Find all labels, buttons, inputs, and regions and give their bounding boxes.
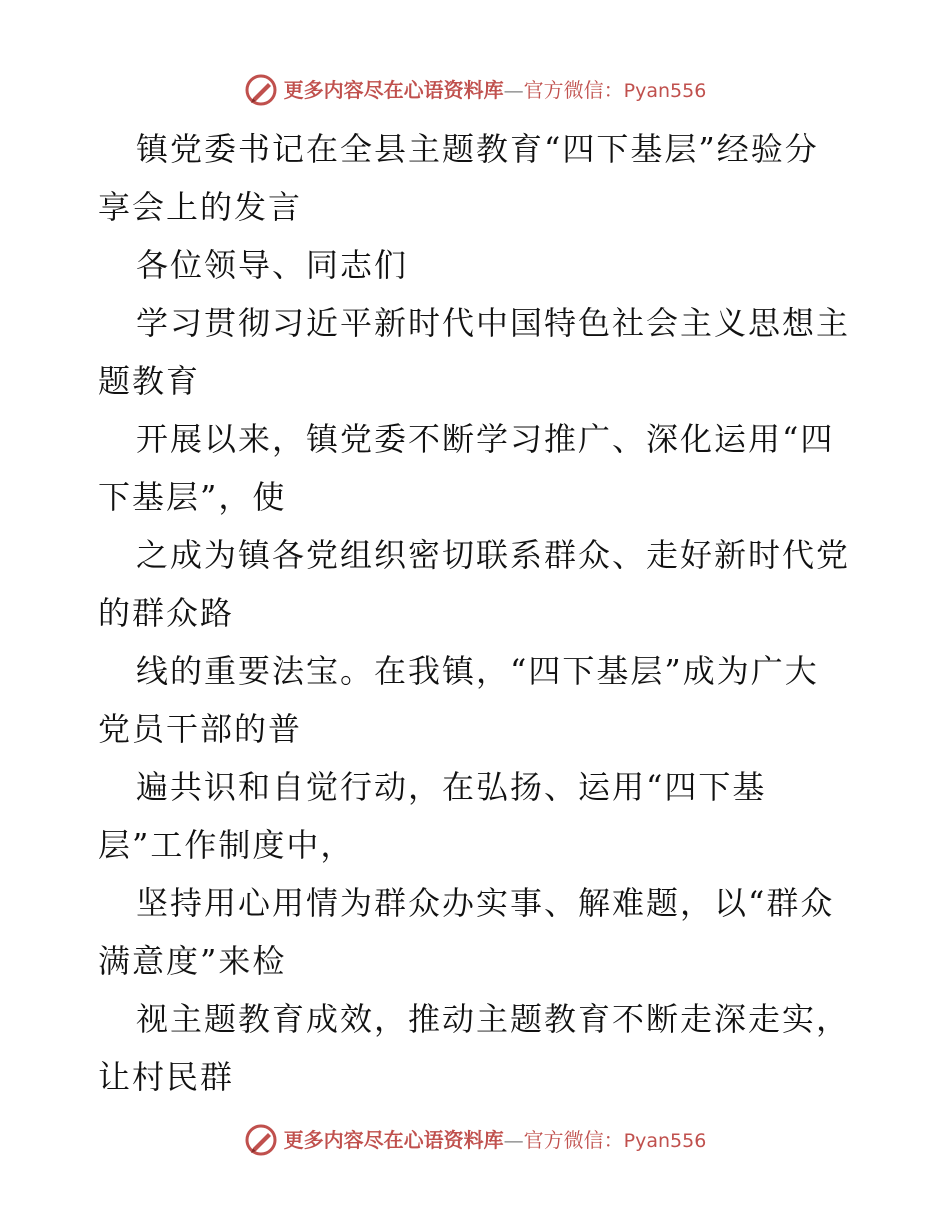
text-line: 之成为镇各党组织密切联系群众、走好新时代党 xyxy=(136,536,851,574)
text-line: 满意度”来检 xyxy=(98,942,287,980)
text-line: 各位领导、同志们 xyxy=(136,246,409,284)
text-line: 学习贯彻习近平新时代中国特色社会主义思想主 xyxy=(136,304,851,342)
document-body xyxy=(98,120,858,1106)
banner-site-name: 更多内容尽在心语资料库 xyxy=(283,1127,504,1152)
footer-banner xyxy=(0,1120,950,1160)
banner-wechat-label: 官方微信： xyxy=(523,1127,624,1152)
text-line: 党员干部的普 xyxy=(98,710,303,748)
text-line: 坚持用心用情为群众办实事、解难题，以“群众 xyxy=(136,884,835,922)
banner-wechat-id: Pyan556 xyxy=(623,1129,707,1152)
header-banner xyxy=(0,70,950,110)
banner-text xyxy=(283,77,707,102)
text-line: 开展以来，镇党委不断学习推广、深化运用“四 xyxy=(136,420,835,458)
text-line: 层”工作制度中， xyxy=(98,826,355,864)
banner-separator: — xyxy=(503,1127,524,1152)
text-line: 题教育 xyxy=(98,362,201,400)
banner-wechat-label: 官方微信： xyxy=(523,77,624,102)
speech-text xyxy=(98,120,858,1106)
text-line: 视主题教育成效，推动主题教育不断走深走实， xyxy=(136,1000,851,1038)
text-line: 下基层”，使 xyxy=(98,478,287,516)
pen-logo-icon xyxy=(244,73,278,107)
text-line: 线的重要法宝。在我镇，“四下基层”成为广大 xyxy=(136,652,819,690)
text-line: 遍共识和自觉行动，在弘扬、运用“四下基 xyxy=(136,768,767,806)
banner-site-name: 更多内容尽在心语资料库 xyxy=(283,77,504,102)
text-line: 享会上的发言 xyxy=(98,188,303,226)
banner-text xyxy=(283,1127,707,1152)
banner-wechat-id: Pyan556 xyxy=(623,79,707,102)
pen-logo-icon xyxy=(244,1123,278,1157)
text-line: 的群众路 xyxy=(98,594,235,632)
text-line: 让村民群 xyxy=(98,1058,235,1096)
text-line: 镇党委书记在全县主题教育“四下基层”经验分 xyxy=(136,130,819,168)
banner-separator: — xyxy=(503,77,524,102)
